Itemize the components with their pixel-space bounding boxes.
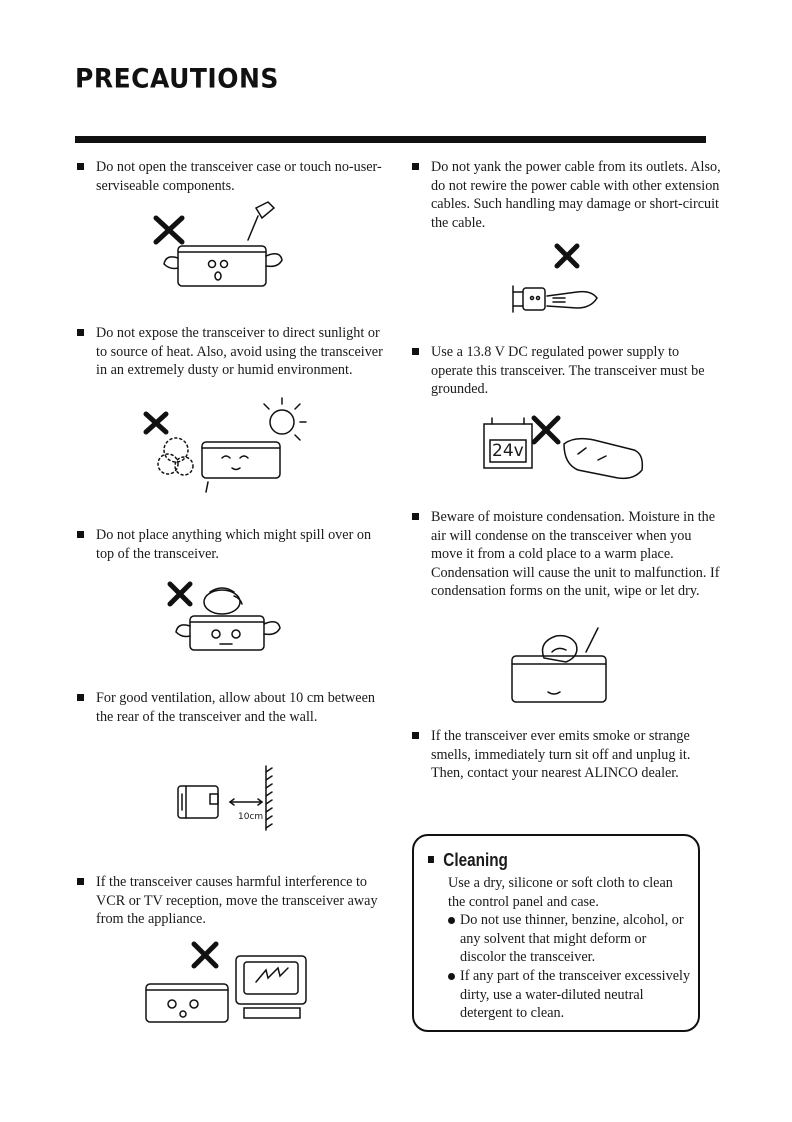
precaution-item-condensation xyxy=(410,508,721,601)
precaution-item-interference xyxy=(75,873,386,929)
plug-icon xyxy=(513,286,545,312)
transceiver-icon xyxy=(146,984,228,1022)
transceiver-rear-icon xyxy=(178,786,218,818)
illustration-ventilation xyxy=(172,764,282,832)
precaution-text: Do not yank the power cable from its outlets. Also, do not rewire the power cable with other extension cables. Such handling may damage or short-circuit the cable. xyxy=(431,159,721,231)
x-mark-icon xyxy=(557,246,577,266)
cleaning-intro: Use a dry, silicone or soft cloth to clean the control panel and case. xyxy=(448,875,673,910)
distance-arrow-icon xyxy=(230,799,262,805)
square-bullet-icon xyxy=(412,513,419,520)
illustration-open-case xyxy=(148,200,308,300)
cleaning-box xyxy=(412,834,700,1032)
cleaning-heading-text: Cleaning xyxy=(443,850,508,870)
precaution-item-ventilation xyxy=(75,689,386,726)
square-bullet-icon xyxy=(412,163,419,170)
precaution-text: Beware of moisture condensation. Moisture in the air will condense on the transceiver when you move it from a cold place to a warm place. Condensation will cause the unit to malfunction. If condensation forms on the unit, wipe or let dry. xyxy=(431,509,720,600)
precaution-item-heat xyxy=(75,324,386,380)
round-bullet-icon xyxy=(448,917,455,924)
transceiver-icon xyxy=(202,442,280,492)
illustration-interference xyxy=(140,942,312,1026)
square-bullet-icon xyxy=(77,329,84,336)
wiping-hand-icon xyxy=(543,628,599,662)
wall-icon xyxy=(266,766,272,830)
sun-icon xyxy=(264,398,306,440)
illustration-condensation xyxy=(508,626,618,706)
cleaning-body xyxy=(448,874,693,1023)
list-item xyxy=(448,967,693,1023)
list-item xyxy=(448,911,693,967)
cleaning-heading xyxy=(428,850,508,871)
tv-icon xyxy=(236,956,306,1018)
precaution-item-smoke xyxy=(410,727,721,783)
illustration-spill xyxy=(160,572,290,658)
illustration-power-cable xyxy=(505,240,615,320)
hand-icon xyxy=(547,292,597,308)
transceiver-icon xyxy=(512,656,606,702)
screwdriver-icon xyxy=(248,202,274,240)
square-bullet-icon xyxy=(77,878,84,885)
distance-label: 10cm xyxy=(238,812,264,822)
transceiver-icon xyxy=(164,246,282,286)
precaution-item-case xyxy=(75,158,386,195)
precaution-item-power-supply xyxy=(410,343,721,399)
x-mark-icon xyxy=(156,218,182,242)
square-bullet-icon xyxy=(77,163,84,170)
precaution-text: If the transceiver causes harmful interference to VCR or TV reception, move the transceiver away from the appliance. xyxy=(96,874,378,928)
vase-icon xyxy=(204,588,242,614)
precaution-text: Use a 13.8 V DC regulated power supply to operate this transceiver. The transceiver must be grounded. xyxy=(431,344,705,398)
precaution-text: Do not open the transceiver case or touch no-user-serviseable components. xyxy=(96,159,382,194)
x-mark-icon xyxy=(170,584,190,604)
square-bullet-icon xyxy=(428,856,434,863)
square-bullet-icon xyxy=(77,531,84,538)
page-title: PRECAUTIONS xyxy=(75,63,279,94)
cleaning-bullet-list xyxy=(448,911,693,1023)
transceiver-icon xyxy=(564,439,642,479)
cleaning-bullet-text: If any part of the transceiver excessively dirty, use a water-diluted neutral detergent to clean. xyxy=(460,967,691,1022)
precaution-text: For good ventilation, allow about 10 cm between the rear of the transceiver and the wall. xyxy=(96,690,375,725)
illustration-heat-dust xyxy=(140,402,310,496)
square-bullet-icon xyxy=(412,348,419,355)
illustration-power-supply xyxy=(478,410,658,482)
x-mark-icon xyxy=(146,414,166,432)
round-bullet-icon xyxy=(448,973,455,980)
transceiver-icon xyxy=(176,616,280,650)
precaution-text: Do not expose the transceiver to direct sunlight or to source of heat. Also, avoid using the transceiver in an extremely dusty or humid environment. xyxy=(96,325,383,379)
x-mark-icon xyxy=(534,418,558,442)
precaution-item-spill xyxy=(75,526,386,563)
square-bullet-icon xyxy=(77,694,84,701)
precaution-text: If the transceiver ever emits smoke or strange smells, immediately turn sit off and unplug it. Then, contact your nearest ALINCO dealer. xyxy=(431,728,691,782)
precaution-item-power-cable xyxy=(410,158,721,232)
cleaning-bullet-text: Do not use thinner, benzine, alcohol, or any solvent that might deform or discolor the transceiver. xyxy=(460,912,684,966)
title-rule xyxy=(75,136,706,143)
x-mark-icon xyxy=(194,944,216,966)
battery-voltage-label: 24v xyxy=(492,441,524,461)
dust-cloud-icon xyxy=(158,438,193,475)
square-bullet-icon xyxy=(412,732,419,739)
precaution-text: Do not place anything which might spill over on top of the transceiver. xyxy=(96,527,372,562)
